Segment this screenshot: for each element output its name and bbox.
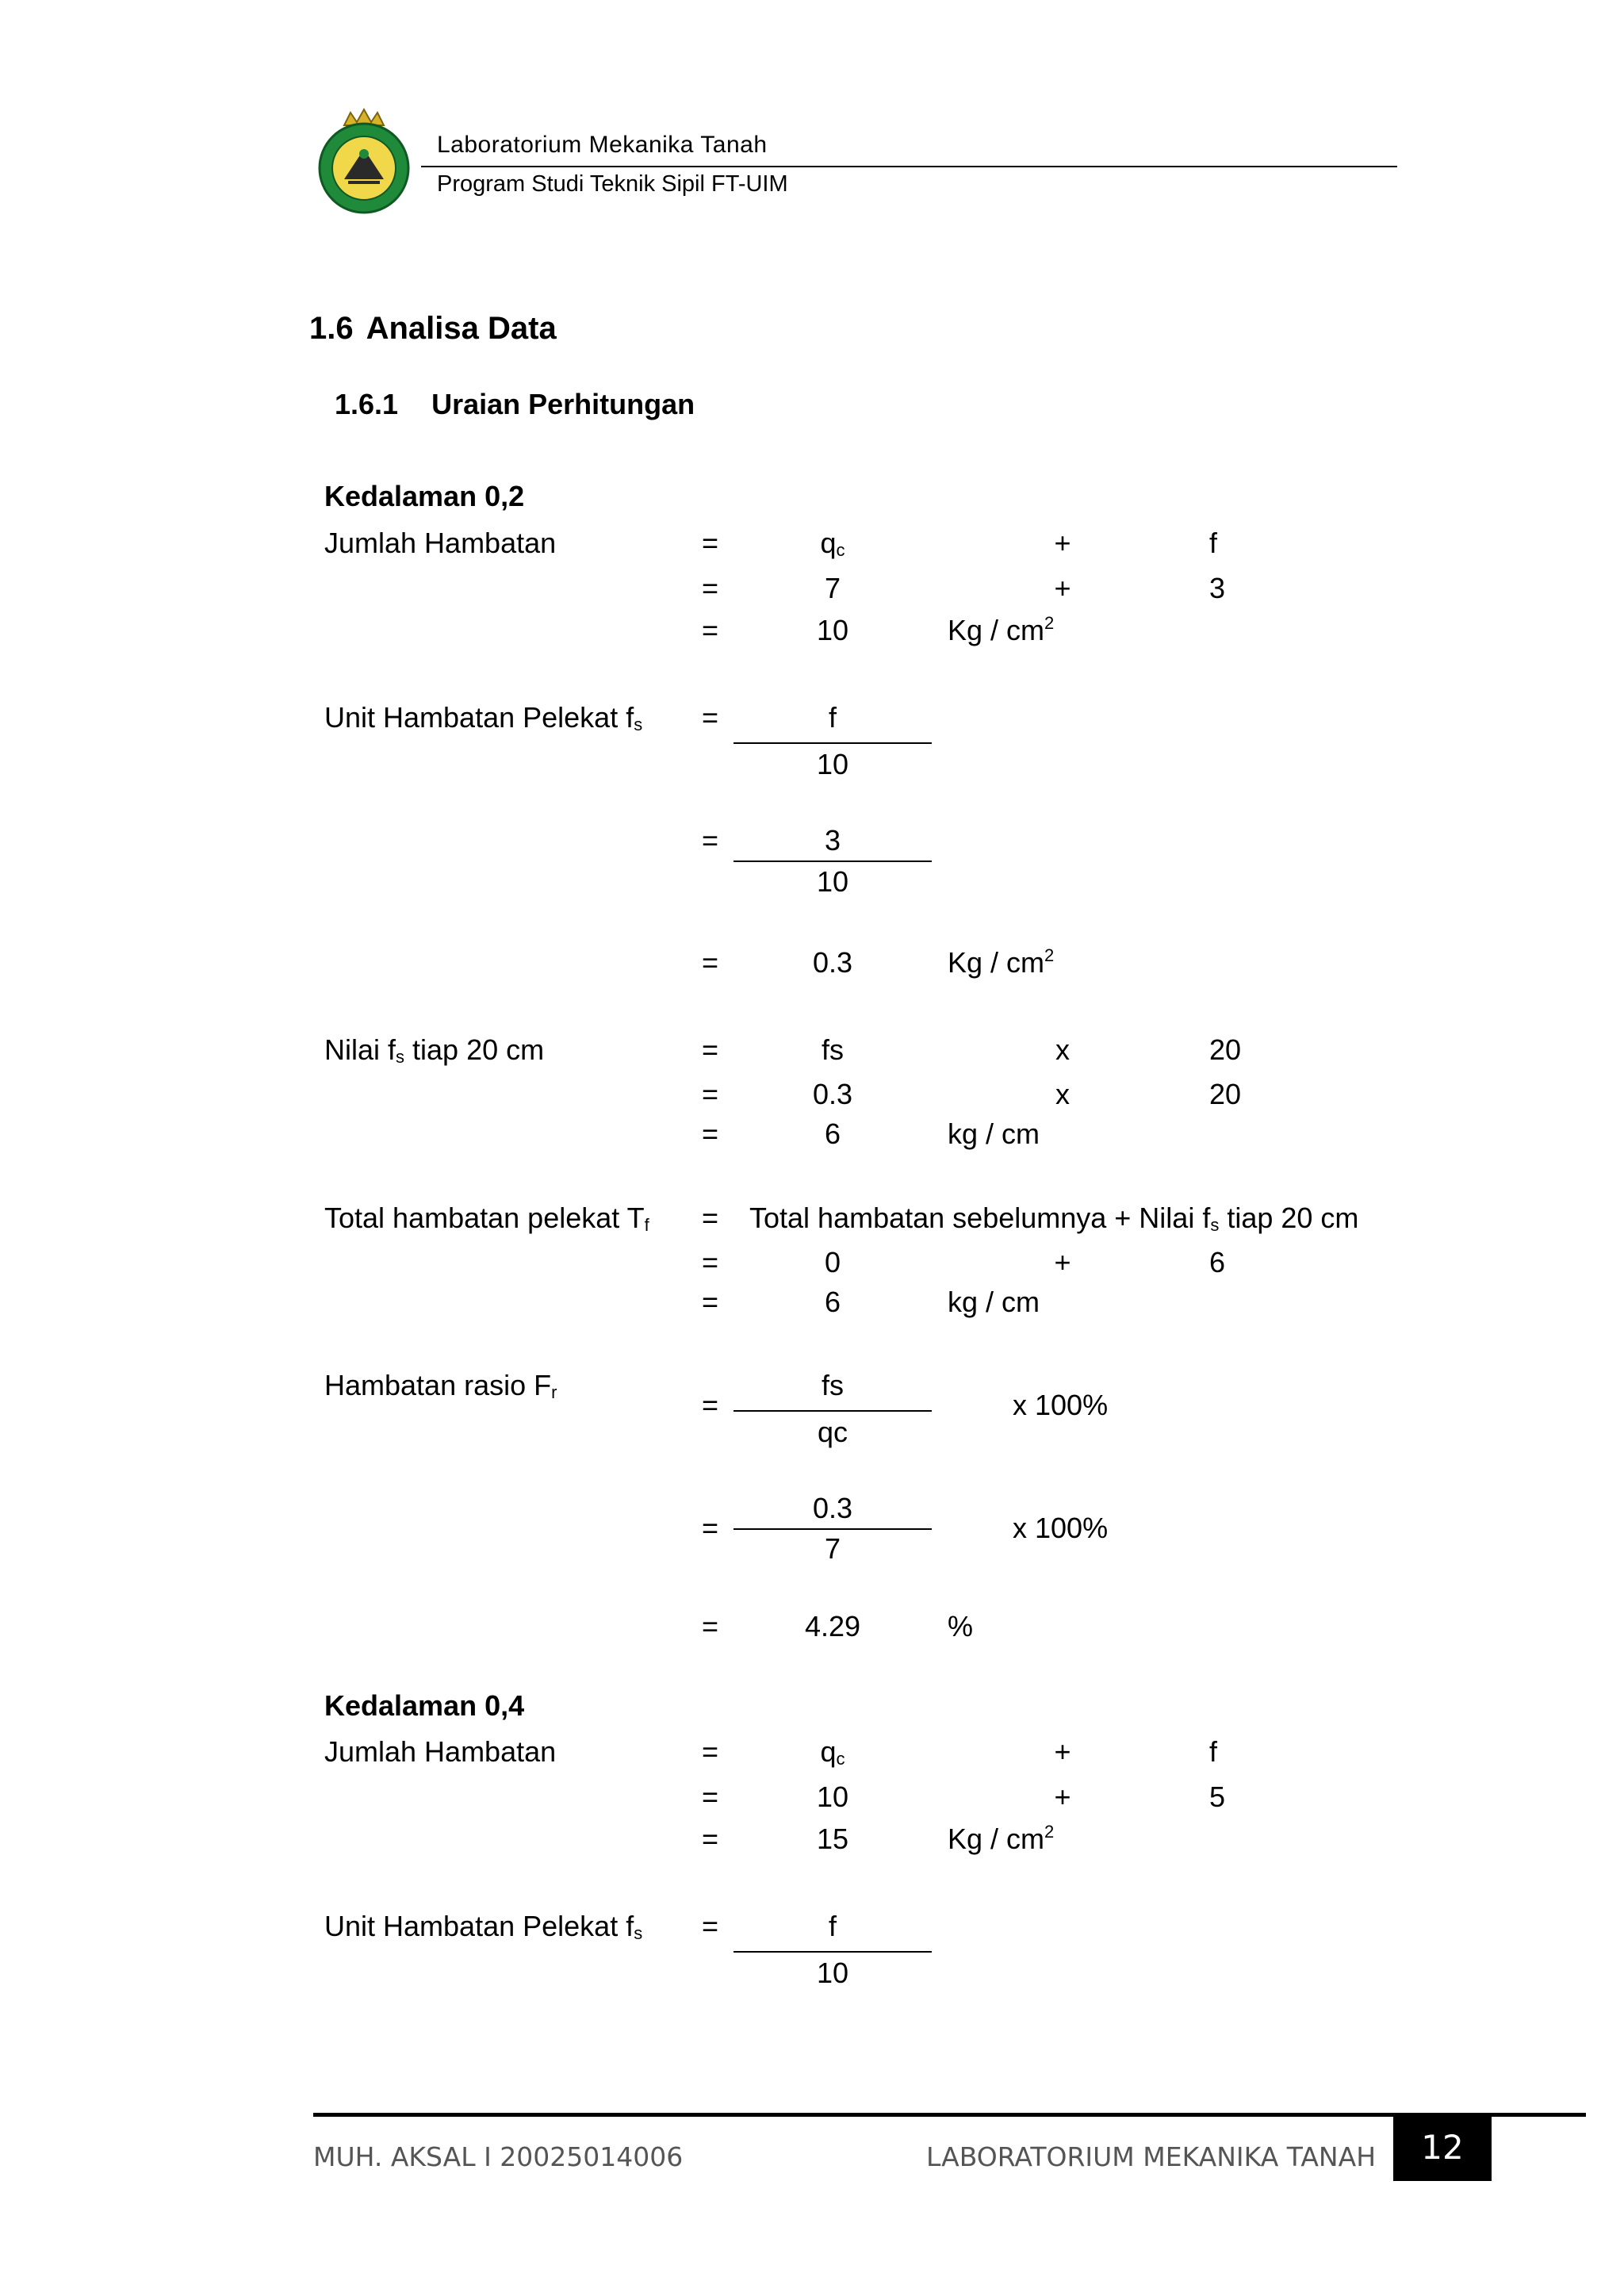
- fraction-bar: [733, 861, 932, 862]
- equals-sign: =: [702, 572, 719, 604]
- fs-result: 0.3: [812, 946, 853, 979]
- equals-sign: =: [702, 1078, 719, 1110]
- depth-heading: Kedalaman 0,2: [324, 480, 525, 512]
- percent-unit: %: [948, 1610, 974, 1642]
- fraction-numerator: 0.3: [812, 1492, 853, 1524]
- equals-sign: =: [702, 1910, 719, 1942]
- equals-sign: =: [702, 527, 719, 559]
- jumlah-result: 10: [816, 614, 849, 646]
- equals-sign: =: [702, 1389, 719, 1421]
- equals-sign: =: [702, 1735, 719, 1768]
- multiplier: 20: [1209, 1078, 1242, 1110]
- total-label: Total hambatan pelekat $T_f$: [324, 1202, 649, 1235]
- fraction-denominator: 7: [824, 1532, 841, 1565]
- times-100-percent: x 100%: [1013, 1389, 1109, 1421]
- header-rule: [421, 166, 1397, 167]
- total-result: 6: [824, 1286, 841, 1318]
- depth-heading: Kedalaman 0,4: [324, 1689, 525, 1722]
- equals-sign: =: [702, 1286, 719, 1318]
- total-expression: Total hambatan sebelumnya + Nilai $f_s$ tiap 20 cm: [749, 1202, 1359, 1235]
- unit-label: kg / cm: [948, 1286, 1040, 1318]
- fraction-numerator: f: [828, 701, 837, 734]
- plus-sign: +: [1054, 1735, 1071, 1768]
- section-title: Analisa Data: [366, 311, 557, 346]
- section-heading: [309, 311, 557, 347]
- previous-total: 0: [824, 1246, 841, 1278]
- equals-sign: =: [702, 1780, 719, 1813]
- fs-value: 0.3: [812, 1078, 853, 1110]
- added-value: 6: [1209, 1246, 1226, 1278]
- equals-sign: =: [702, 1610, 719, 1642]
- fraction-bar: [733, 1951, 932, 1953]
- jumlah-hambatan-label: Jumlah Hambatan: [324, 527, 557, 559]
- fs-label: Unit Hambatan Pelekat $f_s$: [324, 701, 643, 734]
- unit-label: Kg / $cm^2$: [948, 1822, 1055, 1855]
- fraction-numerator: 3: [824, 824, 841, 857]
- jumlah-result: 15: [816, 1823, 849, 1855]
- header-program-name: Program Studi Teknik Sipil FT-UIM: [437, 171, 788, 197]
- fraction-denominator: 10: [816, 748, 849, 780]
- qc-value: 10: [816, 1780, 849, 1813]
- rasio-result: 4.29: [804, 1610, 861, 1642]
- plus-sign: +: [1054, 527, 1071, 559]
- fraction-denominator: 10: [816, 865, 849, 898]
- plus-sign: +: [1054, 1780, 1071, 1813]
- multiplier: 20: [1209, 1033, 1242, 1066]
- rasio-label: Hambatan rasio $F_r$: [324, 1369, 557, 1402]
- qc-symbol: $q_c$: [820, 527, 845, 560]
- subsection-heading: [335, 388, 695, 421]
- footer-author: MUH. AKSAL I 20025014006: [313, 2141, 684, 2172]
- fraction-bar: [733, 742, 932, 744]
- equals-sign: =: [702, 1117, 719, 1150]
- header-lab-name: Laboratorium Mekanika Tanah: [437, 132, 768, 158]
- equals-sign: =: [702, 1512, 719, 1544]
- plus-sign: +: [1054, 1246, 1071, 1278]
- nilai-fs-label: Nilai $f_s$ tiap 20 cm: [324, 1033, 545, 1067]
- plus-sign: +: [1054, 572, 1071, 604]
- f-value: 3: [1209, 572, 1226, 604]
- footer-lab-name: LABORATORIUM MEKANIKA TANAH: [926, 2141, 1377, 2172]
- university-logo: [312, 108, 416, 216]
- qc-symbol: $q_c$: [820, 1735, 845, 1769]
- unit-label: Kg / $cm^2$: [948, 613, 1055, 646]
- unit-label: kg / cm: [948, 1117, 1040, 1150]
- equals-sign: =: [702, 1823, 719, 1855]
- times-sign: x: [1055, 1078, 1070, 1110]
- fraction-numerator: fs: [821, 1369, 844, 1401]
- times-100-percent: x 100%: [1013, 1512, 1109, 1544]
- equals-sign: =: [702, 1246, 719, 1278]
- section-number: 1.6: [309, 311, 354, 346]
- jumlah-hambatan-label: Jumlah Hambatan: [324, 1735, 557, 1768]
- unit-label: Kg / $cm^2$: [948, 945, 1055, 979]
- equals-sign: =: [702, 1202, 719, 1234]
- equals-sign: =: [702, 946, 719, 979]
- equals-sign: =: [702, 1033, 719, 1066]
- equals-sign: =: [702, 824, 719, 857]
- subsection-number: 1.6.1: [335, 388, 399, 420]
- fs-symbol: fs: [821, 1033, 844, 1066]
- fraction-numerator: f: [828, 1910, 837, 1942]
- times-sign: x: [1055, 1033, 1070, 1066]
- qc-value: 7: [824, 572, 841, 604]
- equals-sign: =: [702, 614, 719, 646]
- fraction-bar: [733, 1528, 932, 1530]
- fraction-denominator: qc: [817, 1416, 848, 1448]
- equals-sign: =: [702, 701, 719, 734]
- f-symbol: f: [1209, 527, 1218, 559]
- subsection-title: Uraian Perhitungan: [431, 388, 695, 420]
- fs-label: Unit Hambatan Pelekat $f_s$: [324, 1910, 643, 1943]
- fraction-bar: [733, 1410, 932, 1412]
- fraction-denominator: 10: [816, 1957, 849, 1989]
- f-value: 5: [1209, 1780, 1226, 1813]
- f-symbol: f: [1209, 1735, 1218, 1768]
- nilai-result: 6: [824, 1117, 841, 1150]
- page-number: 12: [1393, 2113, 1492, 2181]
